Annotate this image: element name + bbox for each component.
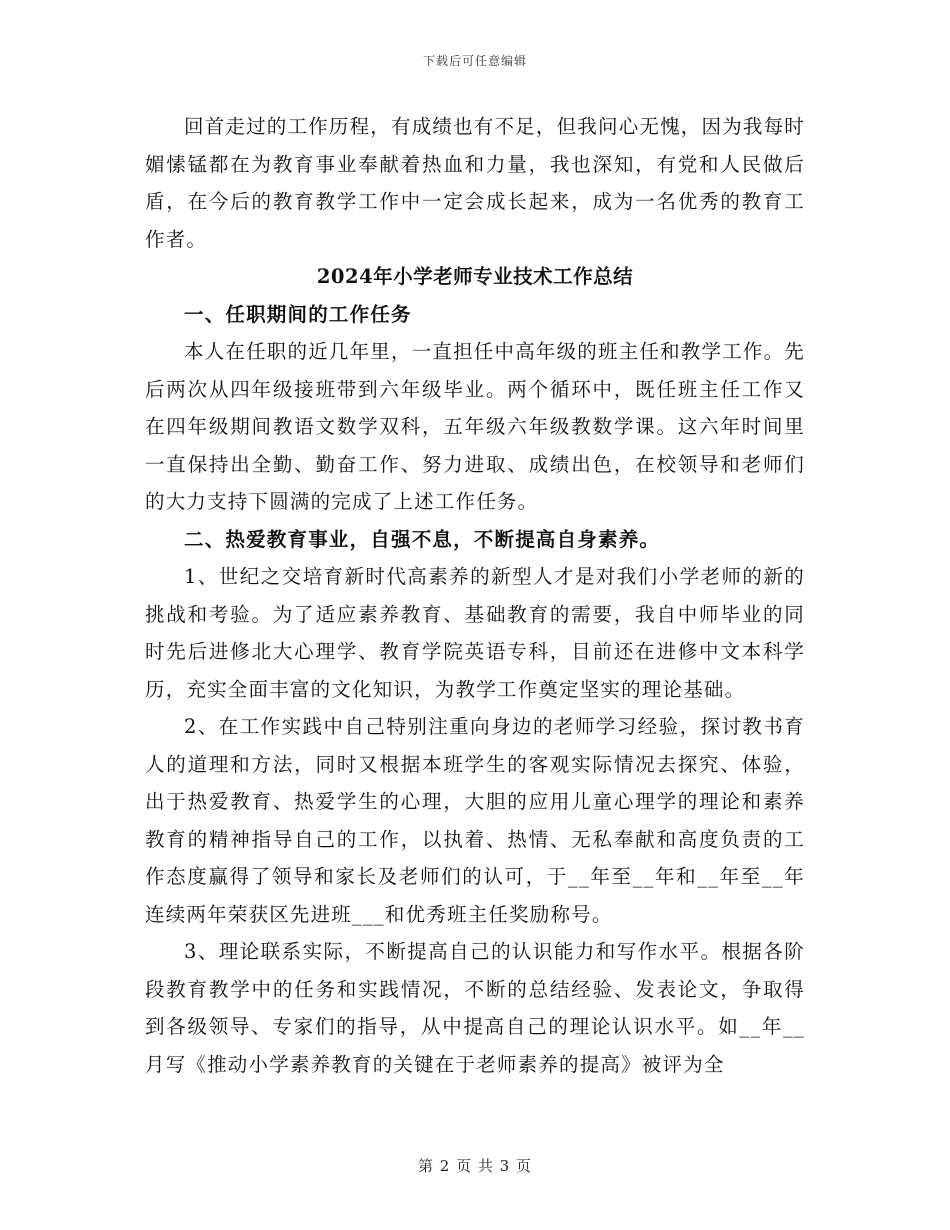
section-1-paragraph: 本人在任职的近几年里，一直担任中高年级的班主任和教学工作。先后两次从四年级接班带到六年级毕业。两个循环中，既任班主任工作又在四年级期间教语文数学双科，五年级六年级教数学课。这六年时间里一直保持出全勤、勤奋工作、努力进取、成绩出色，在校领导和老师们的大力支持下圆满的完成了上述工作任务。	[145, 340, 806, 513]
document-body	[145, 108, 805, 1083]
section-2-heading: 二、热爱教育事业，自强不息，不断提高自身素养。	[184, 527, 661, 551]
section-1-heading: 一、任职期间的工作任务	[184, 302, 412, 326]
page-footer: 第 2 页 共 3 页	[418, 1157, 532, 1175]
section-2-paragraph-1: 1、世纪之交培育新时代高素养的新型人才是对我们小学老师的新的挑战和考验。为了适应素养教育、基础教育的需要，我自中师毕业的同时先后进修北大心理学、教育学院英语专科，目前还在进修中文本科学历，充实全面丰富的文化知识，为教学工作奠定坚实的理论基础。	[145, 565, 805, 701]
section-2-paragraph-2: 2、在工作实践中自己特别注重向身边的老师学习经验，探讨教书育人的道理和方法，同时又根据本班学生的客观实际情况去探究、体验，出于热爱教育、热爱学生的心理，大胆的应用儿童心理学的理论和素养教育的精神指导自己的工作，以执着、热情、无私奉献和高度负责的工作态度赢得了领导和家长及老师们的认可，于__年至__年和__年至__年连续两年荣获区先进班___和优秀班主任奖励称号。	[145, 715, 805, 926]
document-title: 2024年小学老师专业技术工作总结	[316, 265, 634, 288]
section-2-paragraph-3: 3、理论联系实际，不断提高自己的认识能力和写作水平。根据各阶段教育教学中的任务和实践情况，不断的总结经验、发表论文，争取得到各级领导、专家们的指导，从中提高自己的理论认识水平。如__年__月写《推动小学素养教育的关键在于老师素养的提高》被评为全	[145, 940, 805, 1076]
page-header: 下载后可任意编辑	[422, 54, 527, 68]
intro-paragraph: 回首走过的工作历程，有成绩也有不足，但我问心无愧，因为我每时媚愫锰都在为教育事业奉献着热血和力量，我也深知，有党和人民做后盾，在今后的教育教学工作中一定会成长起来，成为一名优秀的教育工作者。	[145, 115, 806, 251]
